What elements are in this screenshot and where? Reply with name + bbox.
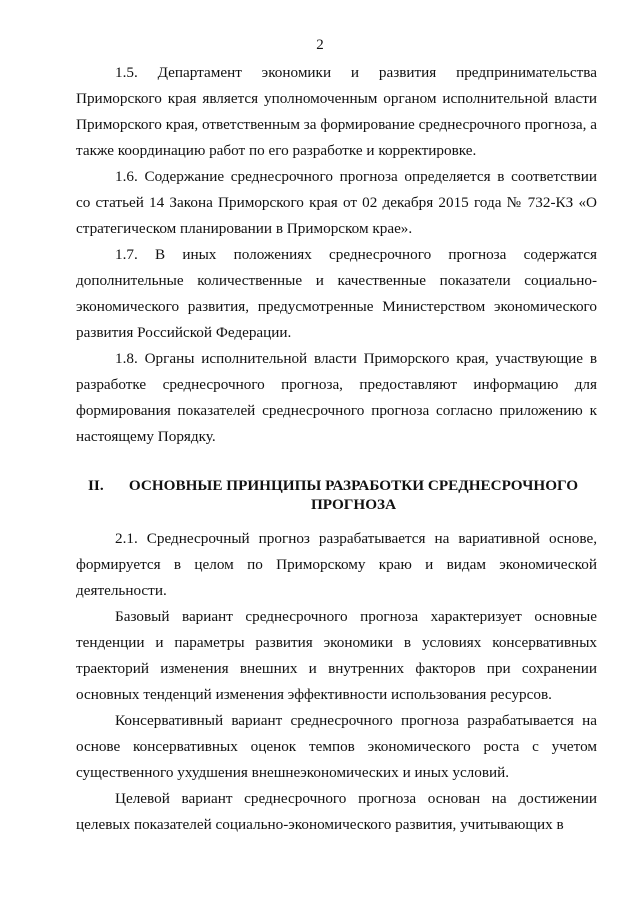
paragraph-target-variant: Целевой вариант среднесрочного прогноза основан на достижении целевых показателей социально-экономического развития, учитывающих в bbox=[76, 790, 597, 833]
section-title: ОСНОВНЫЕ ПРИНЦИПЫ РАЗРАБОТКИ СРЕДНЕСРОЧНОГО ПРОГНОЗА bbox=[128, 477, 579, 513]
paragraph-base-variant: Базовый вариант среднесрочного прогноза характеризует основные тенденции и параметры развития экономики в условиях консервативных траекторий изменения внешних и внутренних факторов при сохранении основных тенденций изменения эффективности использования ресурсов. bbox=[76, 608, 597, 703]
paragraph-1-5: 1.5. Департамент экономики и развития предпринимательства Приморского края является уполномоченным органом исполнительной власти Приморского края, ответственным за формирование среднесрочного прогноза, а также координацию работ по его разработке и корректировке. bbox=[76, 64, 597, 159]
page-number: 2 bbox=[316, 37, 324, 53]
paragraph-1-7: 1.7. В иных положениях среднесрочного прогноза содержатся дополнительные количественные и качественные показатели социально-экономического развития, предусмотренные Министерством экономического развития Российской Федерации. bbox=[76, 246, 597, 341]
paragraph-conservative-variant: Консервативный вариант среднесрочного прогноза разрабатывается на основе консервативных оценок темпов экономического роста с учетом существенного ухудшения внешнеэкономических и иных условий. bbox=[76, 712, 597, 781]
paragraph-1-6: 1.6. Содержание среднесрочного прогноза определяется в соответствии со статьей 14 Закона Приморского края от 02 декабря 2015 года № 732-КЗ «О стратегическом планировании в Приморском крае». bbox=[76, 168, 597, 237]
paragraph-1-8: 1.8. Органы исполнительной власти Приморского края, участвующие в разработке среднесрочного прогноза, предоставляют информацию для формирования показателей среднесрочного прогноза согласно приложению к настоящему Порядку. bbox=[76, 350, 597, 445]
section-number: II. bbox=[88, 477, 104, 494]
paragraph-2-1: 2.1. Среднесрочный прогноз разрабатывается на вариативной основе, формируется в целом по Приморскому краю и видам экономической деятельности. bbox=[76, 530, 597, 599]
section-heading bbox=[76, 476, 597, 514]
